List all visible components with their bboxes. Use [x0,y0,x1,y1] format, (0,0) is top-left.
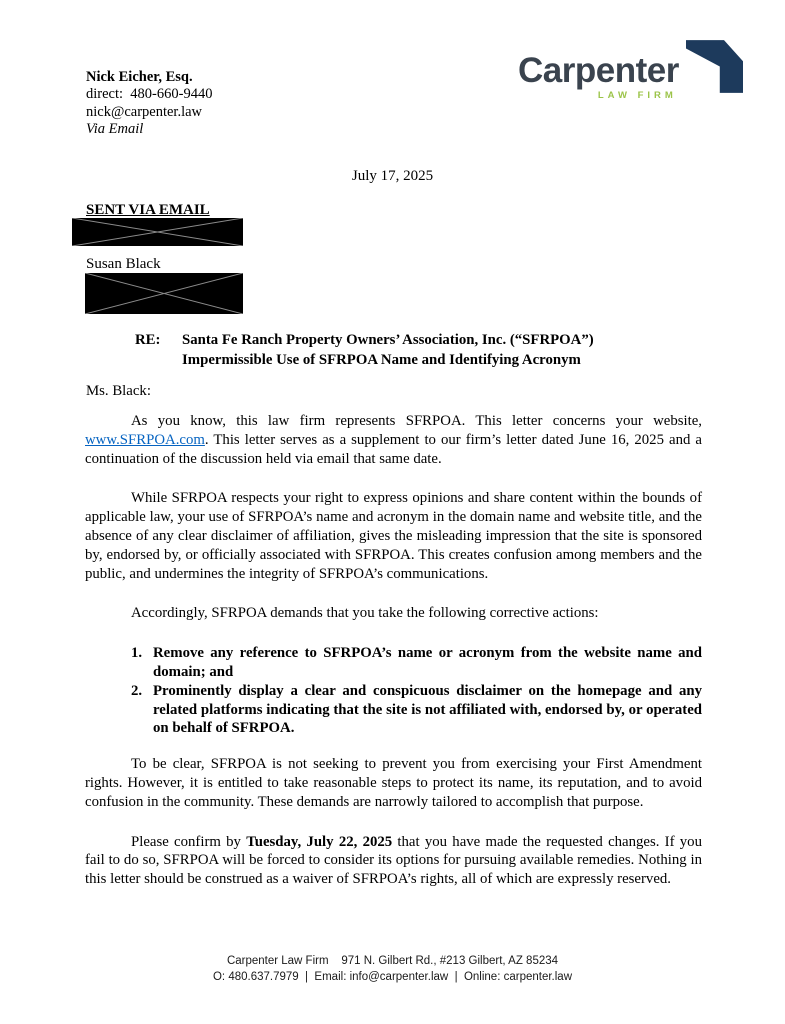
re-subject-line1: Santa Fe Ranch Property Owners’ Association, Inc. (“SFRPOA”) [182,332,594,348]
list-item [131,682,702,738]
demand-number: 1. [131,645,143,662]
list-item [131,644,702,682]
letter-body [85,412,702,889]
delivery-method: SENT VIA EMAIL [86,202,210,218]
paragraph-website [85,412,702,468]
recipient-name: Susan Black [86,256,161,272]
redaction-box-email [72,218,243,246]
re-label: RE: [135,332,161,348]
sender-via-email: Via Email [86,120,144,137]
sender-phone: direct: 480-660-9440 [86,86,213,103]
re-subject-lines [182,330,652,370]
firm-logo-tagline: LAW FIRM [597,90,677,101]
deadline-date: Tuesday, July 22, 2025 [246,833,393,850]
demand-text: Prominently display a clear and conspicuous disclaimer on the homepage and any related platforms indicating that the site is not affiliated with, endorsed by, or operated on behalf of SFRPOA. [153,682,702,737]
sfrpoa-website-link[interactable]: www.SFRPOA.com [85,431,205,448]
sender-name: Nick Eicher, Esq. [86,69,193,85]
re-subject-line2: Impermissible Use of SFRPOA Name and Identifying Acronym [182,352,581,368]
firm-logo-brand: Carpenter [518,51,679,90]
demand-text: Remove any reference to SFRPOA’s name or acronym from the website name and domain; and [153,645,702,680]
paragraph-misleading-impression: While SFRPOA respects your right to express opinions and share content within the bounds of applicable law, your use of SFRPOA’s name and acronym in the domain name and website title, and the absence of any clear disclaimer of affiliation, gives the misleading impression that the site is sponsored by, endorsed by, or officially associated with SFRPOA. This creates confusion among members and the public, and undermines the integrity of SFRPOA’s communications. [85,490,702,582]
re-subject-block [135,330,652,370]
salutation: Ms. Black: [86,383,151,399]
footer-contact-line: O: 480.637.7979 | Email: info@carpenter.law | Online: carpenter.law [212,971,572,983]
redaction-box-address [85,273,243,314]
firm-logo-mark-icon [686,40,743,98]
paragraph-deadline-text-after: that you have made the requested changes. If you fail to do so, SFRPOA will be forced to consider its options for pursuing available remedies. Nothing in this letter should be construed as a waiver of SFRPOA’s rights, all of which are expressly reserved. [85,833,702,888]
paragraph-deadline [85,833,702,889]
paragraph-website-text-before: As you know, this law firm represents SFRPOA. This letter concerns your website, [131,413,702,429]
paragraph-first-amendment: To be clear, SFRPOA is not seeking to prevent you from exercising your First Amendment rights. However, it is entitled to take reasonable steps to protect its name, its reputation, and to avoid confusion in the community. These demands are narrowly tailored to accomplish that purpose. [85,756,702,810]
sender-email: nick@carpenter.law [86,103,203,120]
letter-footer [0,953,785,985]
sender-contact-block [86,69,212,138]
firm-logo [518,40,743,101]
paragraph-deadline-text-before: Please confirm by [131,833,247,850]
letter-date: July 17, 2025 [351,168,434,184]
firm-logo-text [518,53,679,101]
paragraph-demands-intro: Accordingly, SFRPOA demands that you take the following corrective actions: [131,605,599,622]
demand-number: 2. [131,682,143,699]
footer-address-line: Carpenter Law Firm 971 N. Gilbert Rd., #213 Gilbert, AZ 85234 [226,955,559,967]
paragraph-website-text-after: . This letter serves as a supplement to our firm’s letter dated June 16, 2025 and a continuation of the discussion held via email that same date. [85,431,702,467]
demand-list [85,644,702,738]
